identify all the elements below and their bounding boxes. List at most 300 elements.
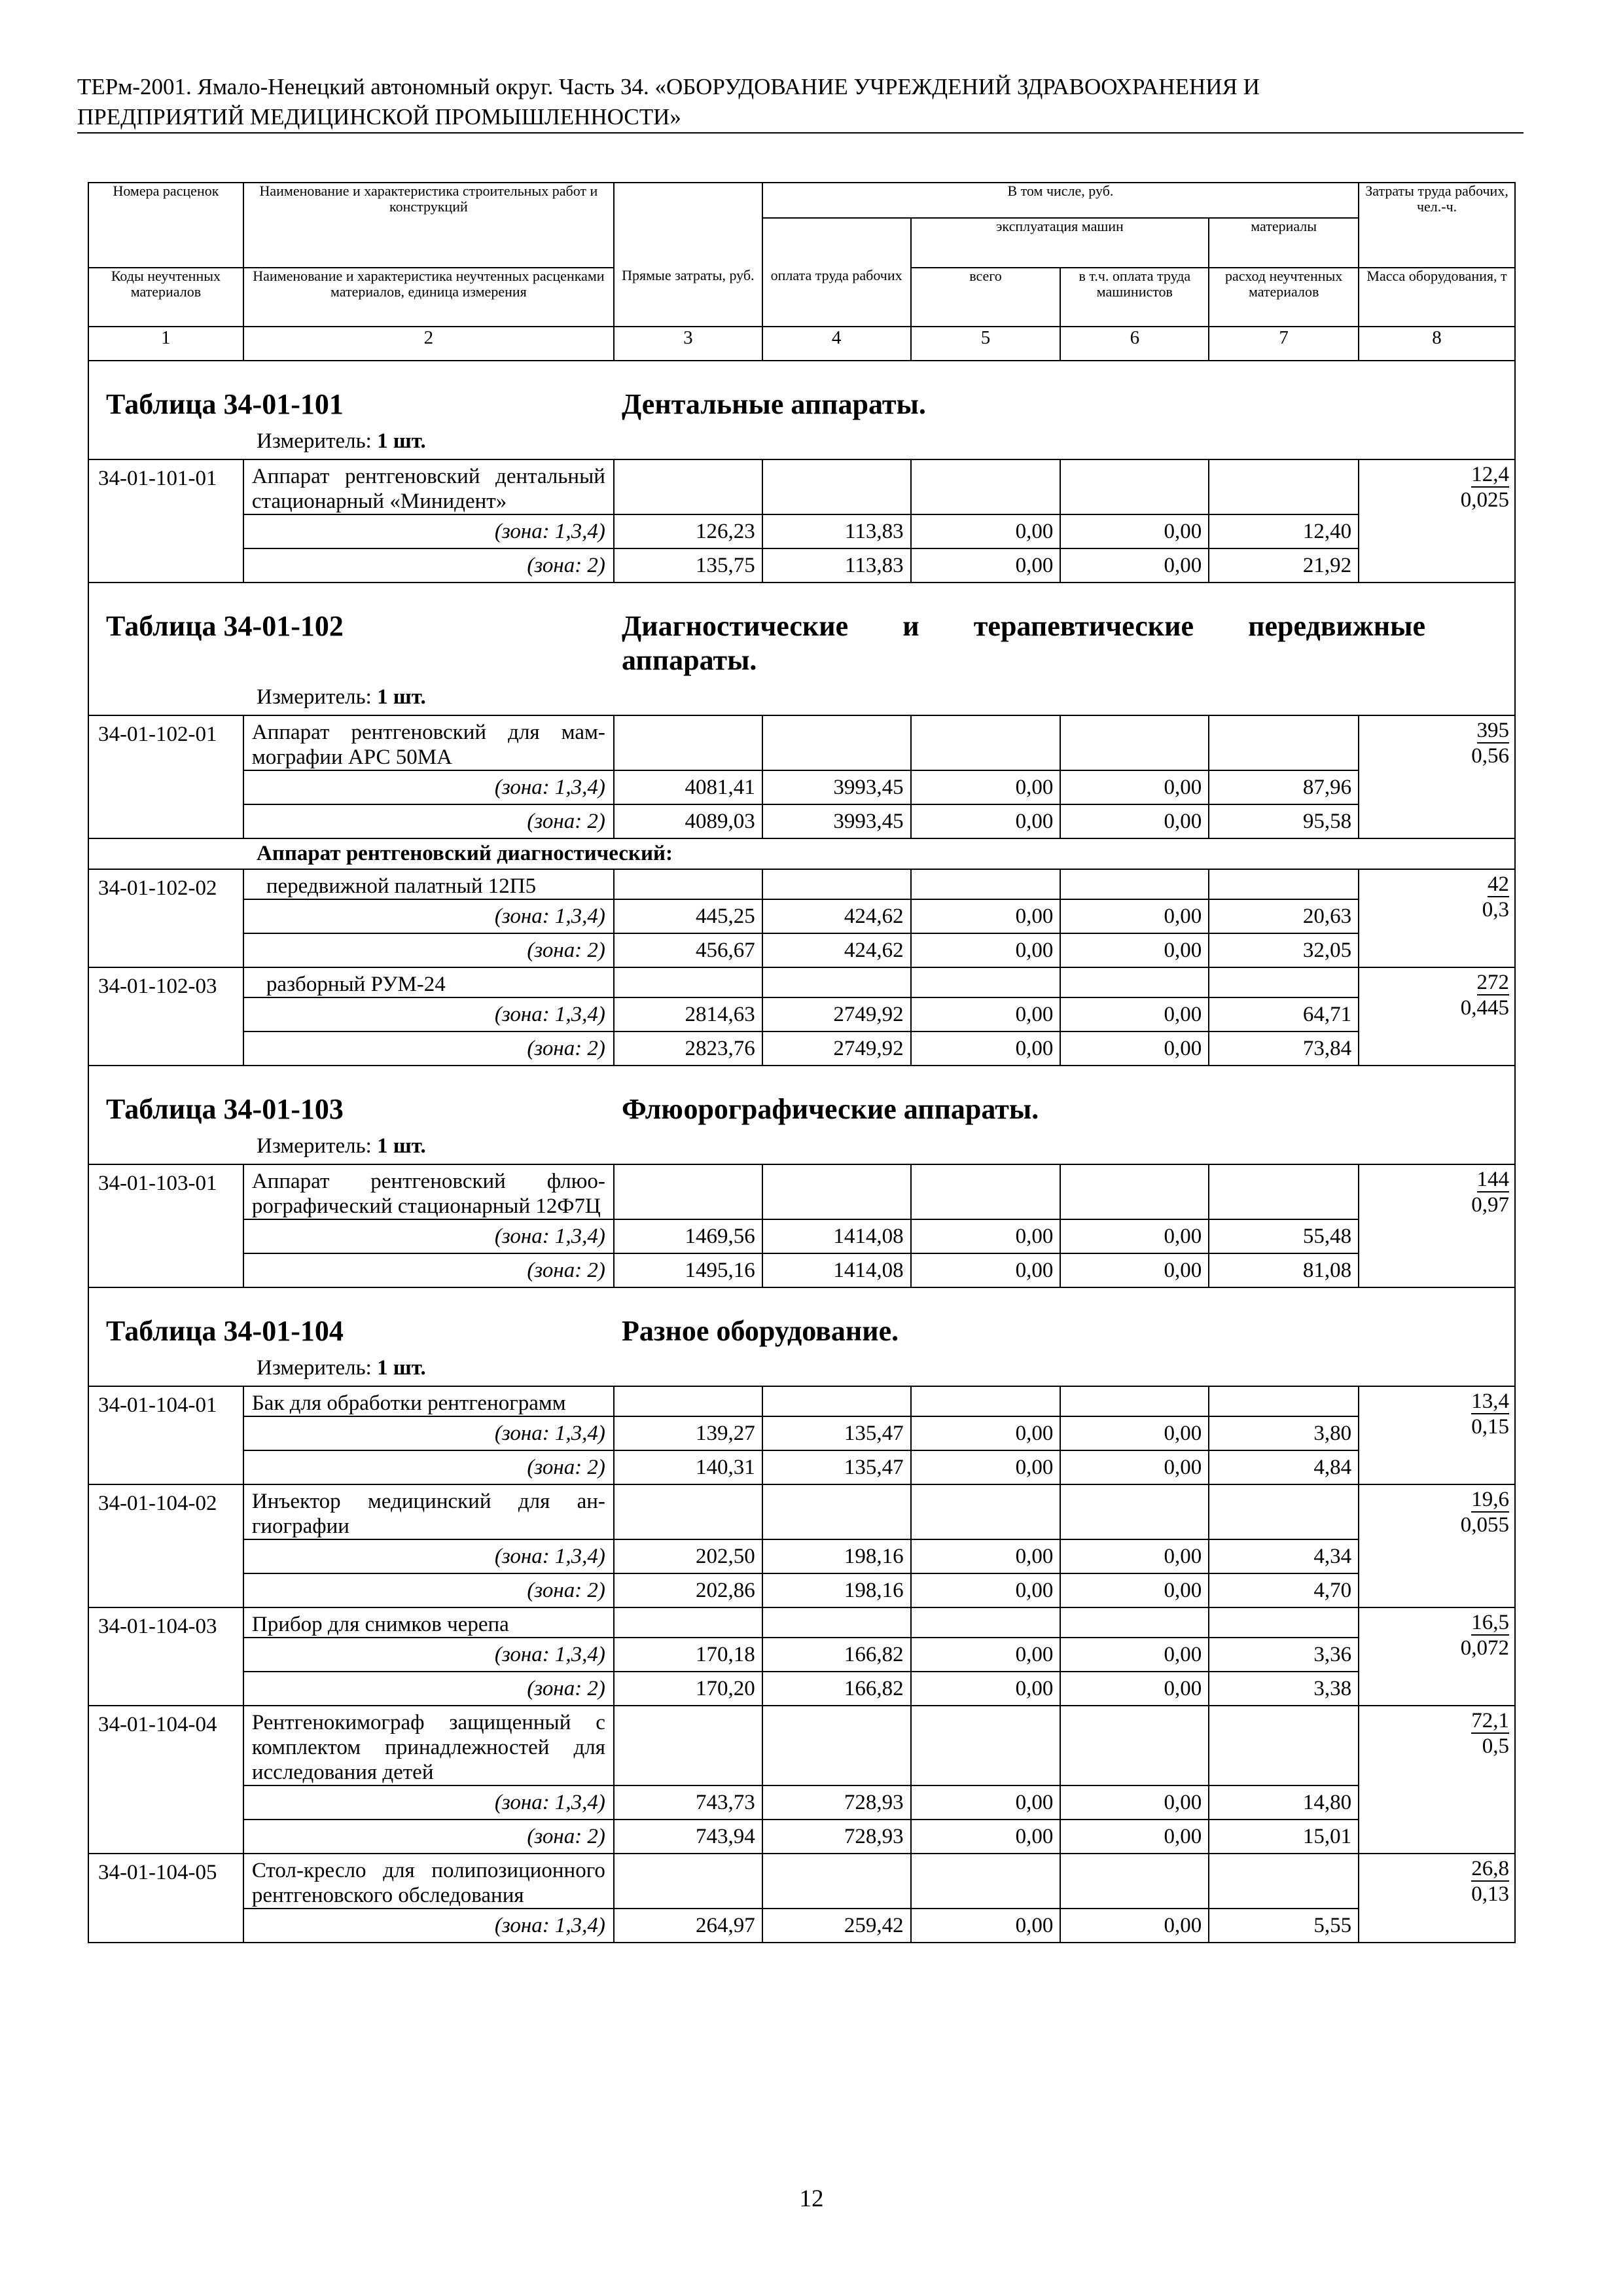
col-naim: Наименование и характеристика строительных работ и конструкций <box>243 183 614 268</box>
empty-cell <box>1060 459 1209 514</box>
machine-cost: 0,00 <box>911 1253 1061 1287</box>
empty-cell <box>1060 1607 1209 1638</box>
empty-cell <box>1209 1706 1359 1785</box>
empty-cell <box>762 1607 911 1638</box>
document-header <box>77 72 1517 132</box>
rate-code: 34-01-103-01 <box>88 1164 243 1287</box>
machinist-wage: 0,00 <box>1060 1573 1209 1607</box>
zone-label: (зона: 1,3,4) <box>243 1219 614 1253</box>
rate-name: Аппарат рентгеновский флюорографический стационарный 12Ф7Ц <box>243 1164 614 1219</box>
materials-cost: 4,70 <box>1209 1573 1359 1607</box>
col-vtom: В том числе, руб. <box>762 183 1359 218</box>
section-header-cell <box>88 361 1515 459</box>
direct-cost: 456,67 <box>614 933 762 967</box>
col-massa: Масса оборудования, т <box>1359 268 1515 327</box>
machinist-wage: 0,00 <box>1060 1785 1209 1820</box>
empty-cell <box>1209 1164 1359 1219</box>
machinist-wage: 0,00 <box>1060 548 1209 583</box>
empty-cell <box>614 1164 762 1219</box>
zone-row <box>88 899 1515 933</box>
machinist-wage: 0,00 <box>1060 1638 1209 1672</box>
zone-label: (зона: 2) <box>243 1031 614 1066</box>
materials-cost: 3,38 <box>1209 1672 1359 1706</box>
machine-cost: 0,00 <box>911 997 1061 1031</box>
mass-value: 0,5 <box>1482 1734 1509 1758</box>
empty-cell <box>1060 1386 1209 1416</box>
header-rule <box>77 132 1524 134</box>
mass-value: 0,13 <box>1471 1882 1509 1906</box>
machinist-wage: 0,00 <box>1060 804 1209 838</box>
materials-cost: 64,71 <box>1209 997 1359 1031</box>
materials-cost: 12,40 <box>1209 514 1359 548</box>
labor-mass-fraction <box>1359 459 1515 583</box>
section-title: Таблица 34-01-103 <box>106 1093 344 1125</box>
header-line-2: ПРЕДПРИЯТИЙ МЕДИЦИНСКОЙ ПРОМЫШЛЕННОСТИ» <box>77 104 681 130</box>
empty-cell <box>762 1484 911 1539</box>
col-oplata-top <box>762 218 911 268</box>
col-num: 3 <box>614 327 762 361</box>
zone-label: (зона: 2) <box>243 1672 614 1706</box>
section-name: Дентальные аппараты. <box>622 388 926 420</box>
materials-cost: 95,58 <box>1209 804 1359 838</box>
empty-cell <box>614 1854 762 1909</box>
direct-cost: 264,97 <box>614 1909 762 1943</box>
rate-code: 34-01-104-01 <box>88 1386 243 1484</box>
materials-cost: 4,34 <box>1209 1539 1359 1573</box>
empty-cell <box>911 967 1061 997</box>
col-num: 1 <box>88 327 243 361</box>
measure-label: Измеритель: <box>257 685 372 709</box>
labor-value: 395 <box>1476 719 1509 742</box>
col-ekspl: эксплуатация машин <box>911 218 1209 268</box>
empty-cell <box>614 967 762 997</box>
col-num: 6 <box>1060 327 1209 361</box>
table-row <box>88 1706 1515 1785</box>
worker-wage: 198,16 <box>762 1539 911 1573</box>
labor-value: 13,4 <box>1471 1390 1509 1413</box>
empty-cell <box>1209 459 1359 514</box>
direct-cost: 2814,63 <box>614 997 762 1031</box>
zone-label: (зона: 1,3,4) <box>243 514 614 548</box>
col-pryamye-top <box>614 183 762 218</box>
rate-name: Инъектор медицинский для ангиографии <box>243 1484 614 1539</box>
materials-cost: 73,84 <box>1209 1031 1359 1066</box>
worker-wage: 728,93 <box>762 1785 911 1820</box>
zone-row <box>88 1785 1515 1820</box>
col-num: 4 <box>762 327 911 361</box>
zone-row <box>88 1219 1515 1253</box>
table-row <box>88 1484 1515 1539</box>
empty-cell <box>911 869 1061 899</box>
section-measure <box>257 685 1514 715</box>
worker-wage: 3993,45 <box>762 804 911 838</box>
mass-value: 0,56 <box>1471 744 1509 768</box>
rates-table <box>88 182 1516 1943</box>
zone-row <box>88 1638 1515 1672</box>
zone-label: (зона: 1,3,4) <box>243 1909 614 1943</box>
worker-wage: 3993,45 <box>762 770 911 804</box>
empty-cell <box>911 1607 1061 1638</box>
machinist-wage: 0,00 <box>1060 1539 1209 1573</box>
col-num: 7 <box>1209 327 1359 361</box>
section-header-cell <box>88 1066 1515 1164</box>
rate-name: Аппарат рентгеновский для маммографии АРС 50МА <box>243 715 614 770</box>
empty-cell <box>762 967 911 997</box>
zone-row <box>88 770 1515 804</box>
empty-cell <box>911 1854 1061 1909</box>
empty-cell <box>614 459 762 514</box>
table-row <box>88 1607 1515 1638</box>
zone-row <box>88 1820 1515 1854</box>
direct-cost: 445,25 <box>614 899 762 933</box>
worker-wage: 113,83 <box>762 548 911 583</box>
materials-cost: 14,80 <box>1209 1785 1359 1820</box>
measure-value: 1 шт. <box>377 685 426 709</box>
worker-wage: 2749,92 <box>762 1031 911 1066</box>
rate-name: Стол-кресло для полипозиционного рентгеновского обследования <box>243 1854 614 1909</box>
zone-label: (зона: 1,3,4) <box>243 770 614 804</box>
col-nomera: Номера расценок <box>88 183 243 268</box>
zone-row <box>88 1253 1515 1287</box>
zone-label: (зона: 2) <box>243 1573 614 1607</box>
page-number: 12 <box>799 2185 824 2212</box>
empty-cell <box>1209 1386 1359 1416</box>
machinist-wage: 0,00 <box>1060 1672 1209 1706</box>
empty-cell <box>762 459 911 514</box>
machine-cost: 0,00 <box>911 1031 1061 1066</box>
zone-label: (зона: 2) <box>243 1450 614 1484</box>
labor-mass-fraction <box>1359 1484 1515 1607</box>
worker-wage: 1414,08 <box>762 1219 911 1253</box>
table-row <box>88 715 1515 770</box>
mass-value: 0,072 <box>1460 1636 1509 1660</box>
mass-value: 0,445 <box>1460 996 1509 1020</box>
col-pryamye: Прямые затраты, руб. <box>614 268 762 327</box>
empty-cell <box>911 459 1061 514</box>
zone-label: (зона: 1,3,4) <box>243 1638 614 1672</box>
rate-name: Прибор для снимков черепа <box>243 1607 614 1638</box>
table-row <box>88 1854 1515 1909</box>
measure-value: 1 шт. <box>377 1356 426 1380</box>
zone-row <box>88 997 1515 1031</box>
section-measure <box>257 429 1514 459</box>
direct-cost: 1469,56 <box>614 1219 762 1253</box>
materials-cost: 20,63 <box>1209 899 1359 933</box>
section-title: Таблица 34-01-102 <box>106 610 344 642</box>
direct-cost: 1495,16 <box>614 1253 762 1287</box>
direct-cost: 170,20 <box>614 1672 762 1706</box>
section-header-row <box>88 583 1515 715</box>
labor-value: 144 <box>1476 1168 1509 1191</box>
empty-cell <box>762 1164 911 1219</box>
col-zatraty: Затраты труда рабочих, чел.-ч. <box>1359 183 1515 268</box>
empty-cell <box>762 1386 911 1416</box>
col-oplata: оплата труда рабочих <box>762 268 911 327</box>
empty-cell <box>1060 869 1209 899</box>
zone-row <box>88 1573 1515 1607</box>
zone-label: (зона: 2) <box>243 804 614 838</box>
zone-label: (зона: 1,3,4) <box>243 1539 614 1573</box>
table-body <box>88 361 1515 1943</box>
rate-code: 34-01-102-01 <box>88 715 243 838</box>
labor-value: 12,4 <box>1471 463 1509 486</box>
machine-cost: 0,00 <box>911 1539 1061 1573</box>
rate-name: передвижной палатный 12П5 <box>243 869 614 899</box>
empty-cell <box>614 1386 762 1416</box>
direct-cost: 140,31 <box>614 1450 762 1484</box>
table-row <box>88 967 1515 997</box>
zone-row <box>88 1031 1515 1066</box>
mass-value: 0,055 <box>1460 1513 1509 1537</box>
col-vsego: всего <box>911 268 1061 327</box>
empty-cell <box>1060 715 1209 770</box>
materials-cost: 4,84 <box>1209 1450 1359 1484</box>
empty-cell <box>1209 1854 1359 1909</box>
direct-cost: 135,75 <box>614 548 762 583</box>
empty-cell <box>762 1706 911 1785</box>
header-line-1: ТЕРм-2001. Ямало-Ненецкий автономный округ. Часть 34. «ОБОРУДОВАНИЕ УЧРЕЖДЕНИЙ ЗДРАВООХРАНЕНИЯ И <box>77 74 1260 99</box>
section-header-row <box>88 361 1515 459</box>
machine-cost: 0,00 <box>911 770 1061 804</box>
machine-cost: 0,00 <box>911 514 1061 548</box>
machinist-wage: 0,00 <box>1060 1909 1209 1943</box>
empty-cell <box>1209 1607 1359 1638</box>
worker-wage: 198,16 <box>762 1573 911 1607</box>
machine-cost: 0,00 <box>911 1909 1061 1943</box>
zone-label: (зона: 2) <box>243 548 614 583</box>
rate-name: Рентгенокимограф защищенный с комплектом принадлежностей для исследования детей <box>243 1706 614 1785</box>
rate-name: разборный РУМ-24 <box>243 967 614 997</box>
group-row <box>88 838 1515 869</box>
labor-value: 16,5 <box>1471 1611 1509 1634</box>
section-header-cell <box>88 1287 1515 1386</box>
empty-cell <box>1209 967 1359 997</box>
machinist-wage: 0,00 <box>1060 1450 1209 1484</box>
table-row <box>88 1164 1515 1219</box>
rate-code: 34-01-104-03 <box>88 1607 243 1706</box>
col-naim-mat: Наименование и характеристика неучтенных расценками материалов, единица измерения <box>243 268 614 327</box>
materials-cost: 81,08 <box>1209 1253 1359 1287</box>
materials-cost: 87,96 <box>1209 770 1359 804</box>
rate-name: Бак для обработки рентгенограмм <box>243 1386 614 1416</box>
worker-wage: 166,82 <box>762 1672 911 1706</box>
worker-wage: 135,47 <box>762 1416 911 1450</box>
zone-label: (зона: 1,3,4) <box>243 997 614 1031</box>
labor-mass-fraction <box>1359 715 1515 838</box>
machine-cost: 0,00 <box>911 933 1061 967</box>
col-num: 5 <box>911 327 1061 361</box>
section-header-row <box>88 1066 1515 1164</box>
rate-code: 34-01-104-04 <box>88 1706 243 1854</box>
empty-cell <box>1209 1484 1359 1539</box>
direct-cost: 4081,41 <box>614 770 762 804</box>
machinist-wage: 0,00 <box>1060 997 1209 1031</box>
zone-row <box>88 1539 1515 1573</box>
materials-cost: 32,05 <box>1209 933 1359 967</box>
direct-cost: 126,23 <box>614 514 762 548</box>
measure-value: 1 шт. <box>377 1134 426 1158</box>
machinist-wage: 0,00 <box>1060 933 1209 967</box>
labor-value: 42 <box>1488 872 1509 896</box>
col-materialy: материалы <box>1209 218 1359 268</box>
zone-label: (зона: 2) <box>243 1820 614 1854</box>
labor-mass-fraction <box>1359 869 1515 967</box>
rate-code: 34-01-102-03 <box>88 967 243 1066</box>
labor-value: 72,1 <box>1471 1709 1509 1732</box>
mass-value: 0,3 <box>1482 898 1509 922</box>
zone-row <box>88 804 1515 838</box>
labor-value: 272 <box>1476 971 1509 994</box>
labor-mass-fraction <box>1359 1706 1515 1854</box>
group-label: Аппарат рентгеновский диагностический: <box>88 838 1515 869</box>
direct-cost: 2823,76 <box>614 1031 762 1066</box>
measure-label: Измеритель: <box>257 1356 372 1380</box>
labor-value: 26,8 <box>1471 1857 1509 1880</box>
rate-code: 34-01-101-01 <box>88 459 243 583</box>
materials-cost: 15,01 <box>1209 1820 1359 1854</box>
zone-row <box>88 1672 1515 1706</box>
col-num: 8 <box>1359 327 1515 361</box>
section-title: Таблица 34-01-101 <box>106 388 344 420</box>
empty-cell <box>1060 1854 1209 1909</box>
machinist-wage: 0,00 <box>1060 1820 1209 1854</box>
section-name: Флюорографические аппараты. <box>622 1093 1039 1125</box>
rate-code: 34-01-104-02 <box>88 1484 243 1607</box>
machine-cost: 0,00 <box>911 1219 1061 1253</box>
materials-cost: 21,92 <box>1209 548 1359 583</box>
empty-cell <box>1060 1706 1209 1785</box>
measure-label: Измеритель: <box>257 1134 372 1158</box>
materials-cost: 5,55 <box>1209 1909 1359 1943</box>
col-vtch: в т.ч. оплата труда машинистов <box>1060 268 1209 327</box>
worker-wage: 424,62 <box>762 899 911 933</box>
empty-cell <box>911 1386 1061 1416</box>
section-header-cell <box>88 583 1515 715</box>
machinist-wage: 0,00 <box>1060 770 1209 804</box>
empty-cell <box>1209 715 1359 770</box>
table-header <box>88 183 1515 361</box>
worker-wage: 424,62 <box>762 933 911 967</box>
mass-value: 0,97 <box>1471 1193 1509 1217</box>
empty-cell <box>762 869 911 899</box>
machinist-wage: 0,00 <box>1060 1219 1209 1253</box>
col-pryamye-mid <box>614 218 762 268</box>
machine-cost: 0,00 <box>911 899 1061 933</box>
empty-cell <box>1060 1164 1209 1219</box>
machinist-wage: 0,00 <box>1060 1416 1209 1450</box>
zone-row <box>88 1416 1515 1450</box>
rate-code: 34-01-104-05 <box>88 1854 243 1943</box>
machinist-wage: 0,00 <box>1060 899 1209 933</box>
worker-wage: 728,93 <box>762 1820 911 1854</box>
machine-cost: 0,00 <box>911 1573 1061 1607</box>
labor-mass-fraction <box>1359 1386 1515 1484</box>
machine-cost: 0,00 <box>911 1820 1061 1854</box>
machine-cost: 0,00 <box>911 1450 1061 1484</box>
rate-name: Аппарат рентгеновский дентальный стационарный «Минидент» <box>243 459 614 514</box>
machine-cost: 0,00 <box>911 804 1061 838</box>
zone-row <box>88 514 1515 548</box>
labor-mass-fraction <box>1359 967 1515 1066</box>
section-name: Разное оборудование. <box>622 1315 899 1347</box>
empty-cell <box>614 1607 762 1638</box>
measure-value: 1 шт. <box>377 429 426 453</box>
labor-mass-fraction <box>1359 1607 1515 1706</box>
table-row <box>88 459 1515 514</box>
empty-cell <box>614 869 762 899</box>
direct-cost: 139,27 <box>614 1416 762 1450</box>
worker-wage: 1414,08 <box>762 1253 911 1287</box>
machine-cost: 0,00 <box>911 548 1061 583</box>
direct-cost: 4089,03 <box>614 804 762 838</box>
zone-label: (зона: 1,3,4) <box>243 899 614 933</box>
zone-label: (зона: 2) <box>243 933 614 967</box>
empty-cell <box>614 715 762 770</box>
mass-value: 0,025 <box>1460 488 1509 512</box>
labor-value: 19,6 <box>1471 1488 1509 1511</box>
section-name: Диагностические и терапевтические передвижные аппараты. <box>622 610 1425 676</box>
mass-value: 0,15 <box>1471 1415 1509 1439</box>
empty-cell <box>1209 869 1359 899</box>
measure-label: Измеритель: <box>257 429 372 453</box>
worker-wage: 2749,92 <box>762 997 911 1031</box>
direct-cost: 170,18 <box>614 1638 762 1672</box>
direct-cost: 202,50 <box>614 1539 762 1573</box>
zone-label: (зона: 1,3,4) <box>243 1416 614 1450</box>
zone-row <box>88 548 1515 583</box>
col-kody: Коды неучтенных материалов <box>88 268 243 327</box>
labor-mass-fraction <box>1359 1164 1515 1287</box>
worker-wage: 135,47 <box>762 1450 911 1484</box>
empty-cell <box>614 1484 762 1539</box>
section-title: Таблица 34-01-104 <box>106 1315 344 1347</box>
direct-cost: 202,86 <box>614 1573 762 1607</box>
materials-cost: 55,48 <box>1209 1219 1359 1253</box>
empty-cell <box>911 715 1061 770</box>
col-rashod: расход неучтенных материалов <box>1209 268 1359 327</box>
zone-row <box>88 933 1515 967</box>
empty-cell <box>1060 1484 1209 1539</box>
zone-label: (зона: 2) <box>243 1253 614 1287</box>
section-measure <box>257 1356 1514 1386</box>
machine-cost: 0,00 <box>911 1416 1061 1450</box>
zone-label: (зона: 1,3,4) <box>243 1785 614 1820</box>
section-measure <box>257 1134 1514 1164</box>
rate-code: 34-01-102-02 <box>88 869 243 967</box>
empty-cell <box>762 1854 911 1909</box>
worker-wage: 166,82 <box>762 1638 911 1672</box>
machine-cost: 0,00 <box>911 1672 1061 1706</box>
materials-cost: 3,36 <box>1209 1638 1359 1672</box>
zone-row <box>88 1450 1515 1484</box>
machinist-wage: 0,00 <box>1060 1253 1209 1287</box>
direct-cost: 743,73 <box>614 1785 762 1820</box>
col-num: 2 <box>243 327 614 361</box>
machine-cost: 0,00 <box>911 1638 1061 1672</box>
empty-cell <box>762 715 911 770</box>
table-row <box>88 1386 1515 1416</box>
direct-cost: 743,94 <box>614 1820 762 1854</box>
labor-mass-fraction <box>1359 1854 1515 1943</box>
empty-cell <box>911 1164 1061 1219</box>
empty-cell <box>911 1484 1061 1539</box>
zone-row <box>88 1909 1515 1943</box>
materials-cost: 3,80 <box>1209 1416 1359 1450</box>
machinist-wage: 0,00 <box>1060 514 1209 548</box>
empty-cell <box>1060 967 1209 997</box>
table-row <box>88 869 1515 899</box>
machine-cost: 0,00 <box>911 1785 1061 1820</box>
